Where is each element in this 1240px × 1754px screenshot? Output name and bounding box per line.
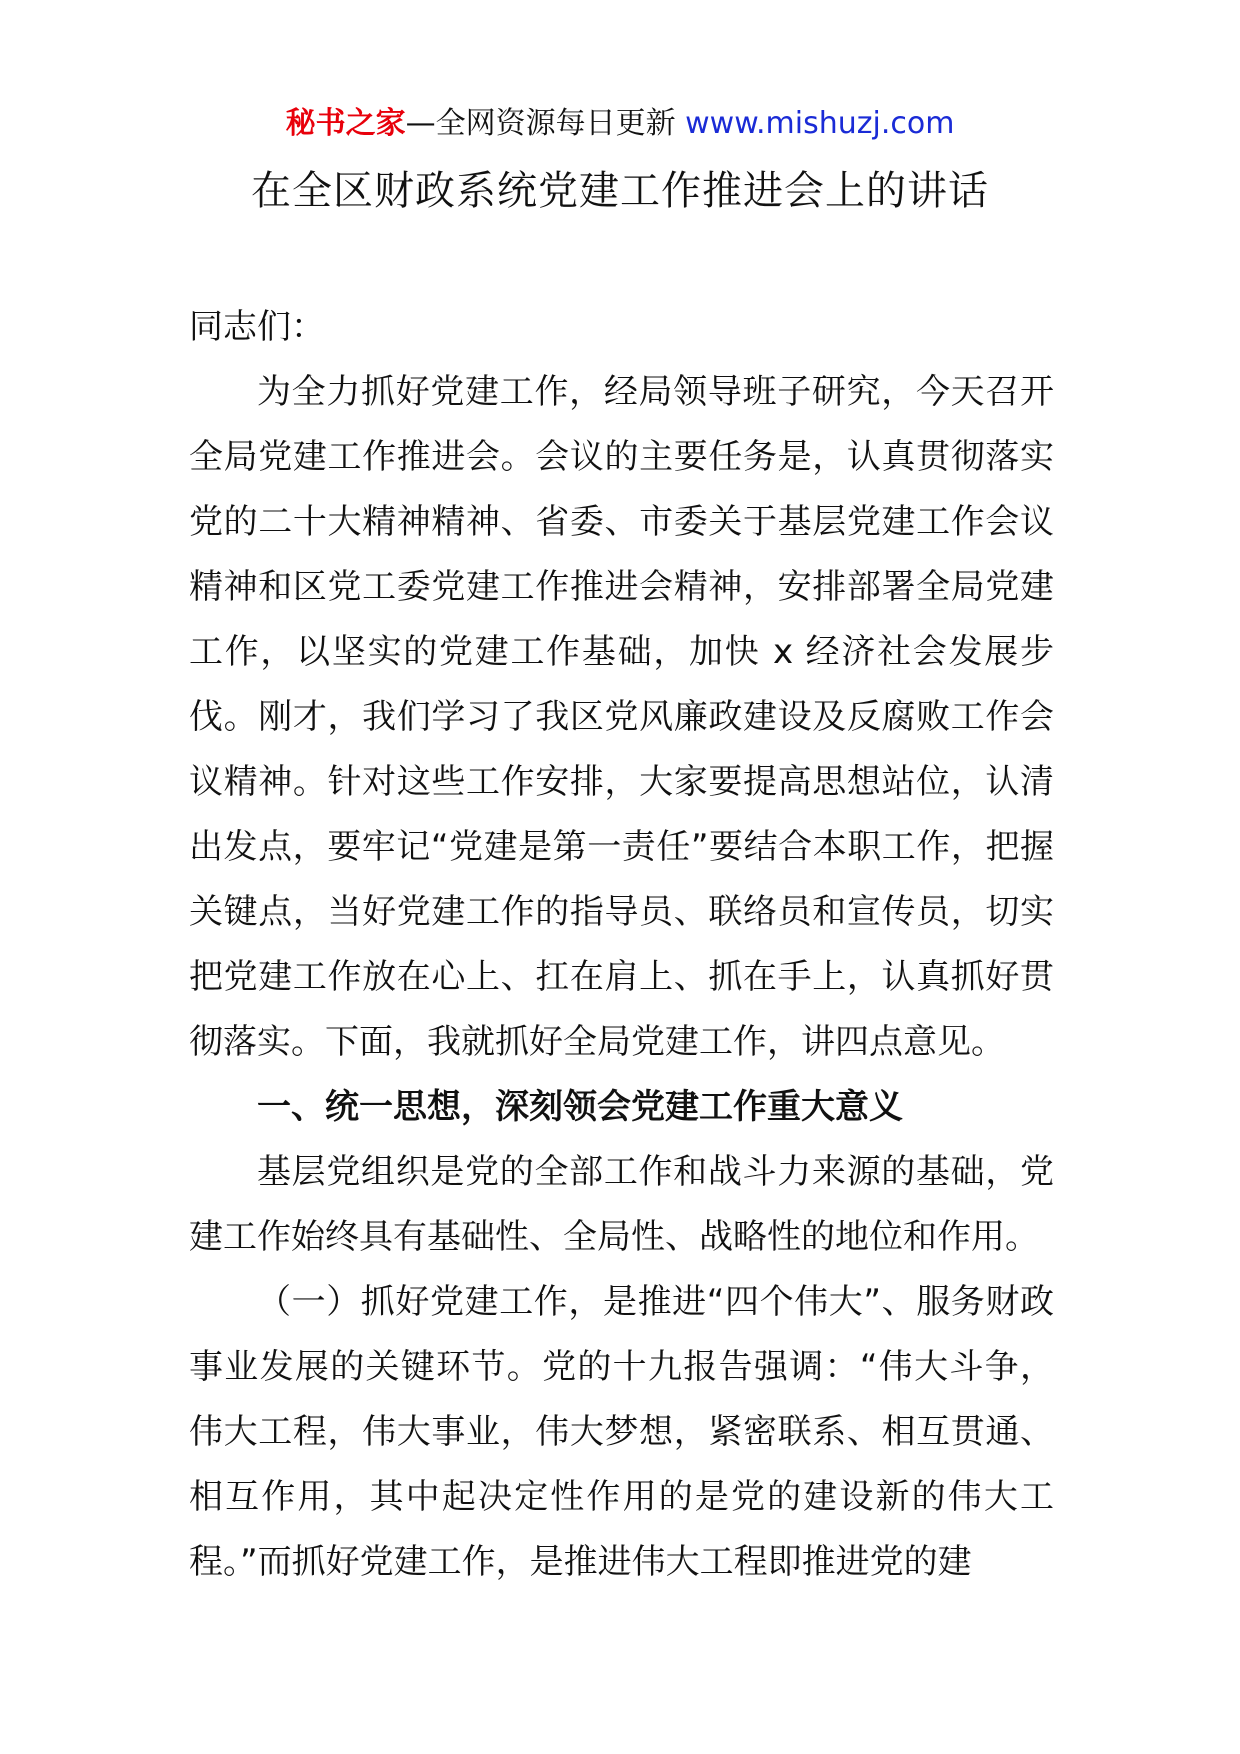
site-tagline: —全网资源每日更新 xyxy=(405,106,686,141)
section-paragraph: 基层党组织是党的全部工作和战斗力来源的基础，党建工作始终具有基础性、全局性、战略性的地位和作用。 xyxy=(189,1152,1054,1257)
site-url-link[interactable]: www.mishuzj.com xyxy=(685,106,955,141)
site-brand: 秘书之家 xyxy=(285,106,406,141)
section-paragraph: （一）抓好党建工作，是推进“四个伟大”、服务财政事业发展的关键环节。党的十九报告强调：“伟大斗争，伟大工程，伟大事业，伟大梦想，紧密联系、相互贯通、相互作用，其中起决定性作用的是党的建设新的伟大工程。”而抓好党建工作，是推进伟大工程即推进党的建 xyxy=(189,1282,1054,1582)
section-heading: 一、统一思想，深刻领会党建工作重大意义 xyxy=(257,1087,903,1127)
salutation: 同志们： xyxy=(189,307,325,347)
intro-paragraph: 为全力抓好党建工作，经局领导班子研究，今天召开全局党建工作推进会。会议的主要任务是，认真贯彻落实党的二十大精神精神、省委、市委关于基层党建工作会议精神和区党工委党建工作推进会精神，安排部署全局党建工作，以坚实的党建工作基础，加快 x 经济社会发展步伐。刚才，我们学习了我区党风廉政建设及反腐败工作会议精神。针对这些工作安排，大家要提高思想站位，认清出发点，要牢记“党建是第一责任”要结合本职工作，把握关键点，当好党建工作的指导员、联络员和宣传员，切实把党建工作放在心上、扛在肩上、抓在手上，认真抓好贯彻落实。下面，我就抓好全局党建工作，讲四点意见。 xyxy=(189,372,1054,1062)
document-body xyxy=(189,295,1054,1595)
site-header xyxy=(0,104,1240,144)
document-title: 在全区财政系统党建工作推进会上的讲话 xyxy=(251,168,989,214)
